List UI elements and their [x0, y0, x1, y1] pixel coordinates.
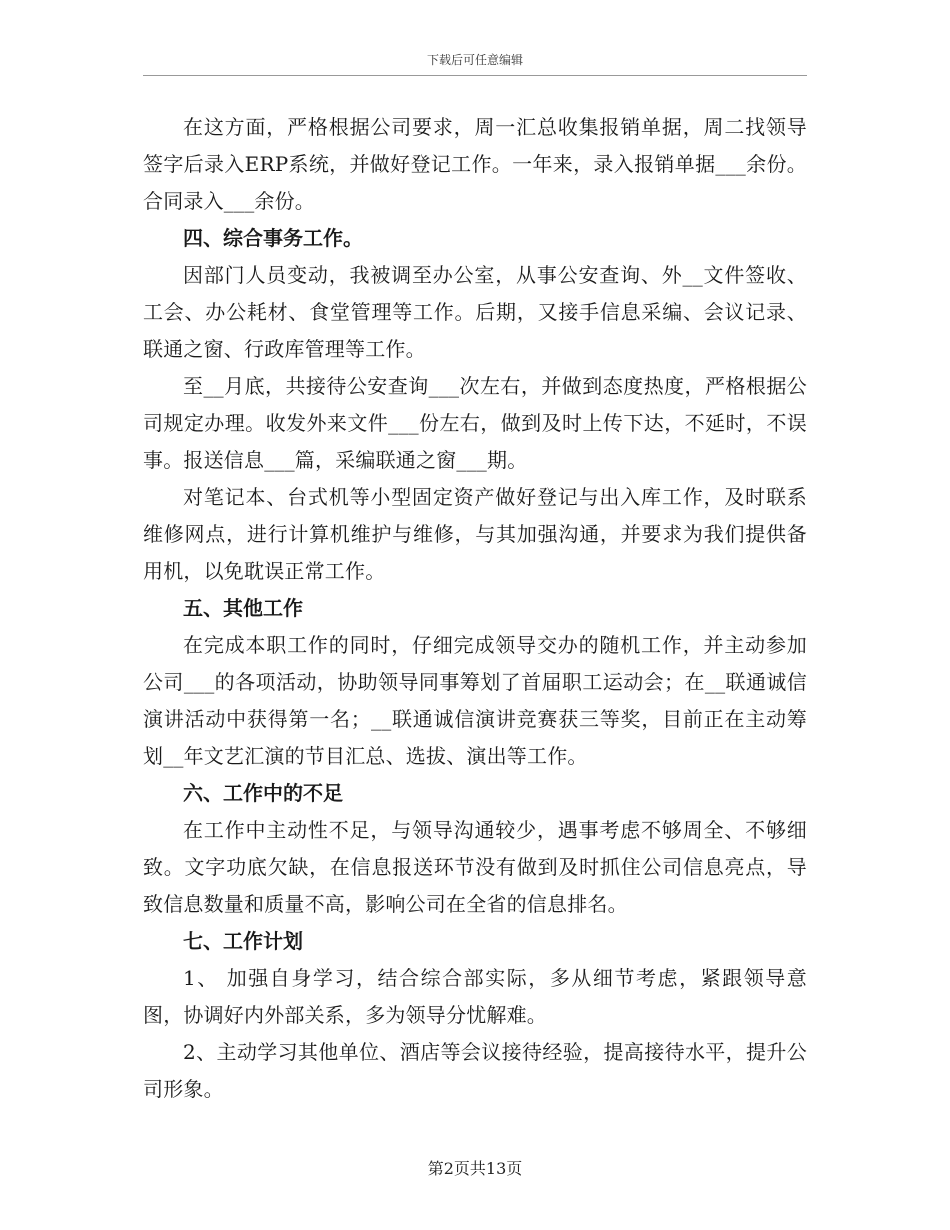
- document-body: [143, 109, 807, 1108]
- paragraph: 在完成本职工作的同时，仔细完成领导交办的随机工作，并主动参加公司___的各项活动，协助领导同事筹划了首届职工运动会；在__联通诚信演讲活动中获得第一名；__联通诚信演讲竞赛获三等奖，目前正在主动筹划__年文艺汇演的节目汇总、选拔、演出等工作。: [143, 633, 807, 768]
- page-number: 第2页共13页: [427, 1159, 523, 1178]
- paragraph: 对笔记本、台式机等小型固定资产做好登记与出入库工作，及时联系维修网点，进行计算机维护与维修，与其加强沟通，并要求为我们提供备用机，以免耽误正常工作。: [143, 485, 807, 583]
- list-paragraph: 2、主动学习其他单位、酒店等会议接待经验，提高接待水平，提升公司形象。: [143, 1040, 807, 1101]
- paragraph: 因部门人员变动，我被调至办公室，从事公安查询、外__文件签收、工会、办公耗材、食堂管理等工作。后期，又接手信息采编、会议记录、联通之窗、行政库管理等工作。: [143, 263, 807, 361]
- section-heading: 四、综合事务工作。: [183, 226, 363, 250]
- paragraph: 在工作中主动性不足，与领导沟通较少，遇事考虑不够周全、不够细致。文字功底欠缺，在信息报送环节没有做到及时抓住公司信息亮点，导致信息数量和质量不高，影响公司在全省的信息排名。: [143, 818, 807, 916]
- header-divider: [143, 75, 807, 76]
- section-heading: 六、工作中的不足: [183, 781, 343, 805]
- page-header: 下载后可任意编辑: [426, 53, 523, 67]
- paragraph: 至__月底，共接待公安查询___次左右，并做到态度热度，严格根据公司规定办理。收发外来文件___份左右，做到及时上传下达，不延时，不误事。报送信息___篇，采编联通之窗___期。: [143, 374, 807, 472]
- list-paragraph: 1、 加强自身学习，结合综合部实际，多从细节考虑，紧跟领导意图，协调好内外部关系，多为领导分忧解难。: [143, 966, 807, 1027]
- section-heading: 五、其他工作: [183, 596, 303, 620]
- paragraph: 在这方面，严格根据公司要求，周一汇总收集报销单据，周二找领导签字后录入ERP系统，并做好登记工作。一年来，录入报销单据___余份。合同录入___余份。: [143, 115, 807, 213]
- section-heading: 七、工作计划: [183, 929, 303, 953]
